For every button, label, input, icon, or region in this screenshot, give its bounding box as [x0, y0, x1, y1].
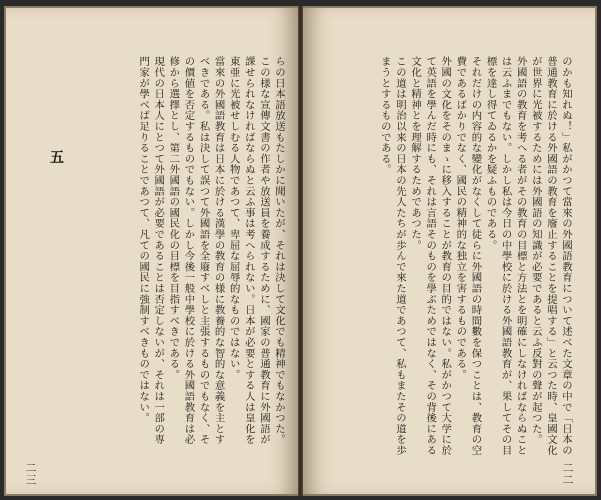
right-page — [303, 8, 595, 494]
left-page-body-text: らの日本語放送もたしかに聞いたが、それは決して文化でも精神でもなかつた。この様な宣傳文書の作者や放送員を養成するために、國家の普通教育に外國語が課せられなければならぬと云ふ事は考へられない。日本が必要とする人は皇化を東亜に光被せしむる人物であつて、卑屈な屈辱的なものではない。 當來の外國語教育は日本に於ける漢學の教育の様に教養的な智的な意義を主とすべきである。私は決して誤つて外國語を全廢すべしと主張するものでもなく、その價値を否定するものでもない。しかし今後一般中學校に於ける外國語教育は必修から選擇とし、第二外國語の國民化の目標を目指すべきである。 現代の日本人にとつて外國語が必要であることは否定しないが、それは一部の専門家が學べば足りることであつて、凡ての國民に強制すべきものではない。 — [137, 56, 285, 445]
left-page-number: 二三 — [24, 462, 37, 486]
right-page-body-text: のかも知れぬ！」私がかつて當來の外國語教育について述べた文章の中で「日本の普通教育に於ける外國語の教育を廢止することを提唱する」と云つた時、皇國文化が世界に光被するためには外國語の知識が必要であると云ふ反對の聲が起つた。 外國語の教育を考へる者がその教育の目標と方法とを明確にしなければならぬことは云ふまでもない。しかし私は今日の中學校に於ける外國語教育が、果してその目標を達し得てゐるかを疑ふものである。 それだけの内容的な變化がなくして徒らに外國語の時間數を保つことは、教育の空費であるばかりでなく、國民の精神的な独立を害するものである。 外國の文化をそのまゝに移入することが教育の目的ではない。私がかつて大学に於て英語を學んだ時にも、それは言語そのものを學ぶためではなく、その背後にある文化と精神とを理解するためであつた。 この道は明治以来の日本の先人たちが歩んで來た道であつて、私もまたその道を歩まうとするものである。 — [378, 56, 572, 456]
left-page — [6, 8, 298, 494]
right-page-number: 二二 — [561, 462, 574, 486]
section-number: 五 — [50, 150, 64, 166]
open-book — [4, 6, 597, 496]
